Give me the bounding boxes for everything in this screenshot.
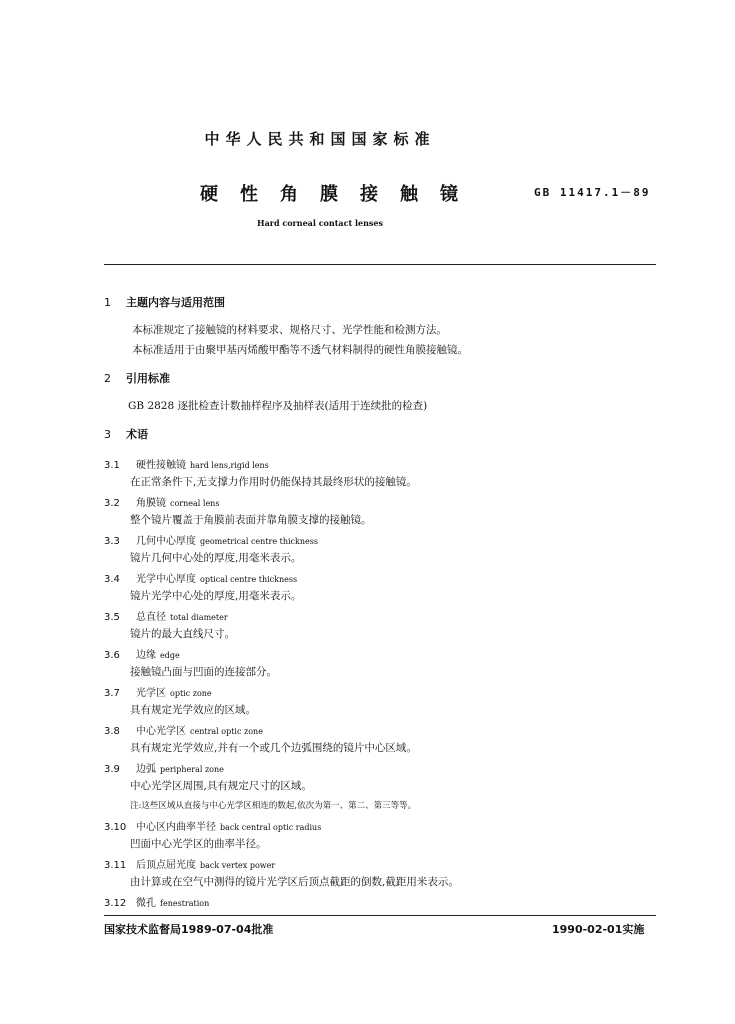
issuing-authority: 中华人民共和国国家标准 [204,130,436,148]
term-en: total diameter [170,613,228,622]
term-definition: 镜片几何中心处的厚度,用毫米表示。 [130,552,302,564]
approval-date: 国家技术监督局1989-07-04批准 [104,923,274,936]
term-3-10 [104,818,321,833]
term-3-11 [104,856,275,871]
term-number: 3.2 [104,498,120,509]
term-en: optic zone [170,689,212,698]
term-number: 3.10 [104,822,127,833]
term-en: fenestration [160,899,210,908]
term-en: peripheral zone [160,765,224,774]
term-en: central optic zone [190,727,263,736]
term-definition: 镜片光学中心处的厚度,用毫米表示。 [130,590,302,602]
term-en: back vertex power [200,861,276,870]
note: 注:这些区域从直接与中心光学区相连的数起,依次为第一、第二、第三等等。 [130,801,417,811]
section-title: 主题内容与适用范围 [126,296,225,309]
term-zh: 总直径 [136,612,166,623]
section-title: 术语 [126,428,148,441]
term-3-9 [104,760,224,775]
term-definition: 具有规定光学效应的区域。 [130,704,256,716]
term-zh: 后顶点屈光度 [136,860,196,871]
term-zh: 角膜镜 [136,498,166,509]
section-number: 3 [104,428,111,441]
term-3-7 [104,684,212,699]
term-definition: 由计算或在空气中测得的镜片光学区后顶点截距的倒数,截距用米表示。 [130,876,459,888]
term-3-8 [104,722,263,737]
term-en: edge [160,651,180,660]
term-en: geometrical centre thickness [200,537,318,546]
term-en: corneal lens [170,499,220,508]
section-title: 引用标准 [126,372,170,385]
term-definition: 具有规定光学效应,并有一个或几个边弧围绕的镜片中心区域。 [130,742,417,754]
section-3-heading [104,426,148,442]
term-number: 3.6 [104,650,120,661]
term-number: 3.12 [104,898,127,909]
term-definition: 接触镜凸面与凹面的连接部分。 [130,666,277,678]
term-zh: 光学中心厚度 [136,574,196,585]
term-3-6 [104,646,180,661]
term-zh: 几何中心厚度 [136,536,196,547]
term-number: 3.8 [104,726,120,737]
term-3-2 [104,494,219,509]
term-zh: 光学区 [136,688,166,699]
section-1-line: 本标准规定了接触镜的材料要求、规格尺寸、光学性能和检测方法。 [132,324,447,336]
term-3-5 [104,608,228,623]
standard-number: GB 11417.1－89 [534,186,651,199]
term-definition: 镜片的最大直线尺寸。 [130,628,235,640]
document-title: 硬性角膜接触镜 [200,184,480,205]
term-3-12 [104,894,209,909]
term-zh: 中心光学区 [136,726,186,737]
bottom-divider [104,915,656,916]
section-1-line: 本标准适用于由聚甲基丙烯酸甲酯等不透气材料制得的硬性角膜接触镜。 [132,344,468,356]
term-definition: 凹面中心光学区的曲率半径。 [130,838,267,850]
term-en: hard lens,rigid lens [190,461,269,470]
section-number: 2 [104,372,111,385]
term-3-4 [104,570,297,585]
english-title: Hard corneal contact lenses [257,218,383,228]
term-number: 3.11 [104,860,127,871]
term-definition: 在正常条件下,无支撑力作用时仍能保持其最终形状的接触镜。 [130,476,417,488]
term-zh: 硬性接触镜 [136,460,186,471]
term-en: back central optic radius [220,823,322,832]
term-number: 3.9 [104,764,120,775]
term-zh: 中心区内曲率半径 [136,822,216,833]
section-2-heading [104,370,170,386]
section-1-heading [104,294,225,310]
effective-date: 1990-02-01实施 [552,923,645,936]
term-number: 3.7 [104,688,120,699]
term-en: optical centre thickness [200,575,298,584]
term-3-3 [104,532,318,547]
section-number: 1 [104,296,111,309]
term-number: 3.4 [104,574,120,585]
term-definition: 整个镜片覆盖于角膜前表面并靠角膜支撑的接触镜。 [130,514,372,526]
term-3-1 [104,456,269,471]
referenced-standard: GB 2828 逐批检查计数抽样程序及抽样表(适用于连续批的检查) [128,400,428,412]
term-zh: 边缘 [136,650,156,661]
term-zh: 边弧 [136,764,156,775]
top-divider [104,264,656,265]
term-number: 3.3 [104,536,120,547]
term-number: 3.5 [104,612,120,623]
term-definition: 中心光学区周围,具有规定尺寸的区域。 [130,780,312,792]
term-number: 3.1 [104,460,120,471]
term-zh: 微孔 [136,898,156,909]
